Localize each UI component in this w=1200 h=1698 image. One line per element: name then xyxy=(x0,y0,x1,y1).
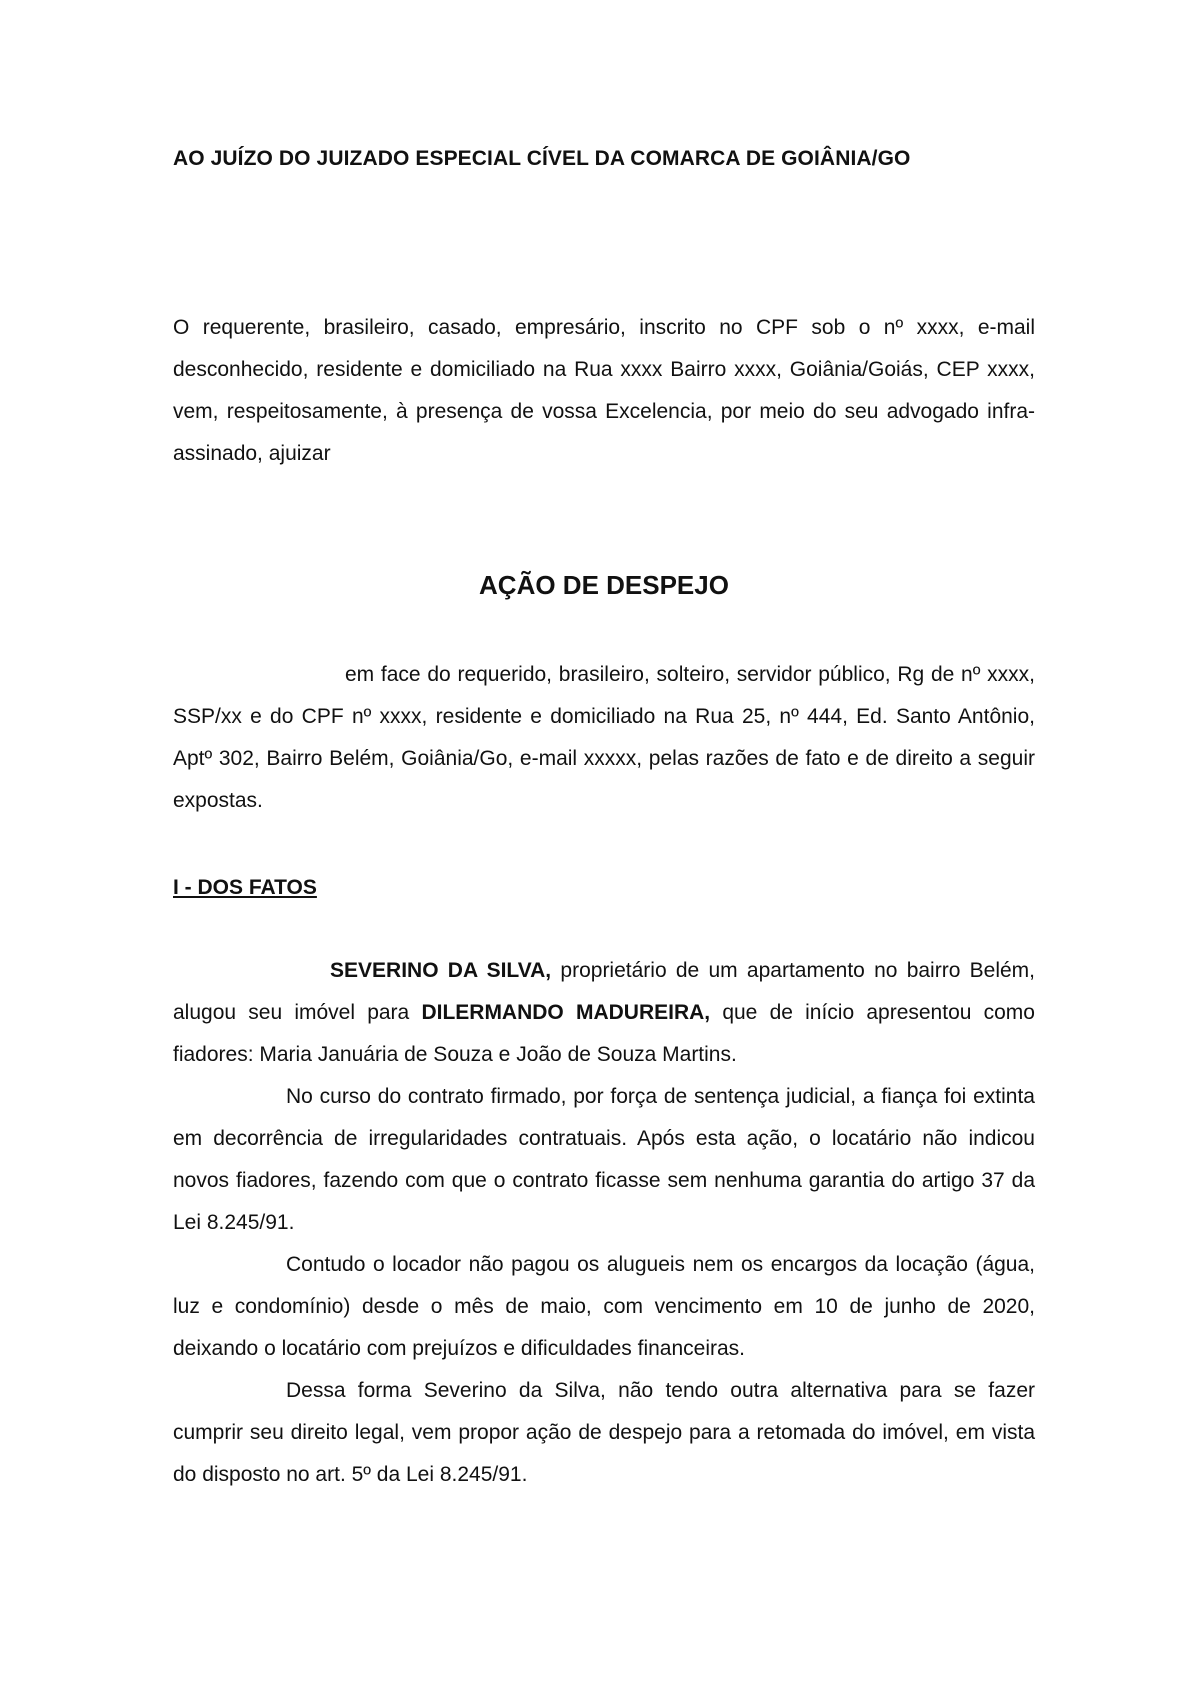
facts-paragraph-1-text-b: que de início apresentou como fiadores: Maria Januária de Souza e João de Souza Martins. xyxy=(173,1001,1035,1066)
facts-paragraph-1-text-a: proprietário de um apartamento no bairro Belém, alugou seu imóvel para xyxy=(173,959,1035,1024)
tenant-name: DILERMANDO MADUREIRA, xyxy=(421,1001,711,1024)
document-title: AÇÃO DE DESPEJO xyxy=(479,570,729,600)
landlord-name: SEVERINO DA SILVA, xyxy=(330,959,552,982)
facts-paragraph-2: No curso do contrato firmado, por força de sentença judicial, a fiança foi extinta em decorrência de irregularidades contratuais. Após esta ação, o locatário não indicou novos fiadores, fazendo com que o contrato ficasse sem nenhuma garantia do artigo 37 da Lei 8.245/91. xyxy=(173,1085,1035,1234)
facts-paragraph-3: Contudo o locador não pagou os alugueis nem os encargos da locação (água, luz e condomínio) desde o mês de maio, com vencimento em 10 de junho de 2020, deixando o locatário com prejuízos e dificuldades financeiras. xyxy=(173,1253,1035,1360)
intro-paragraph xyxy=(173,307,1035,475)
defendant-text: em face do requerido, brasileiro, solteiro, servidor público, Rg de nº xxxx, SSP/xx e do CPF nº xxxx, residente e domiciliado na Rua 25, nº 444, Ed. Santo Antônio, Aptº 302, Bairro Belém, Goiânia/Go, e-mail xxxxx, pelas razões de fato e de direito a seguir expostas. xyxy=(173,663,1035,812)
section-title-facts: I - DOS FATOS xyxy=(173,876,317,899)
facts-paragraph-4: Dessa forma Severino da Silva, não tendo outra alternativa para se fazer cumprir seu direito legal, vem propor ação de despejo para a retomada do imóvel, em vista do disposto no art. 5º da Lei 8.245/91. xyxy=(173,1379,1035,1486)
facts-paragraph-1 xyxy=(173,950,1035,1076)
facts-section xyxy=(173,950,1035,1496)
intro-text: O requerente, brasileiro, casado, empresário, inscrito no CPF sob o nº xxxx, e-mail desconhecido, residente e domiciliado na Rua xxxx Bairro xxxx, Goiânia/Goiás, CEP xxxx, vem, respeitosamente, à presença de vossa Excelencia, por meio do seu advogado infra-assinado, ajuizar xyxy=(173,316,1035,465)
defendant-paragraph xyxy=(173,654,1035,822)
addressee-heading: AO JUÍZO DO JUIZADO ESPECIAL CÍVEL DA COMARCA DE GOIÂNIA/GO xyxy=(173,147,911,170)
